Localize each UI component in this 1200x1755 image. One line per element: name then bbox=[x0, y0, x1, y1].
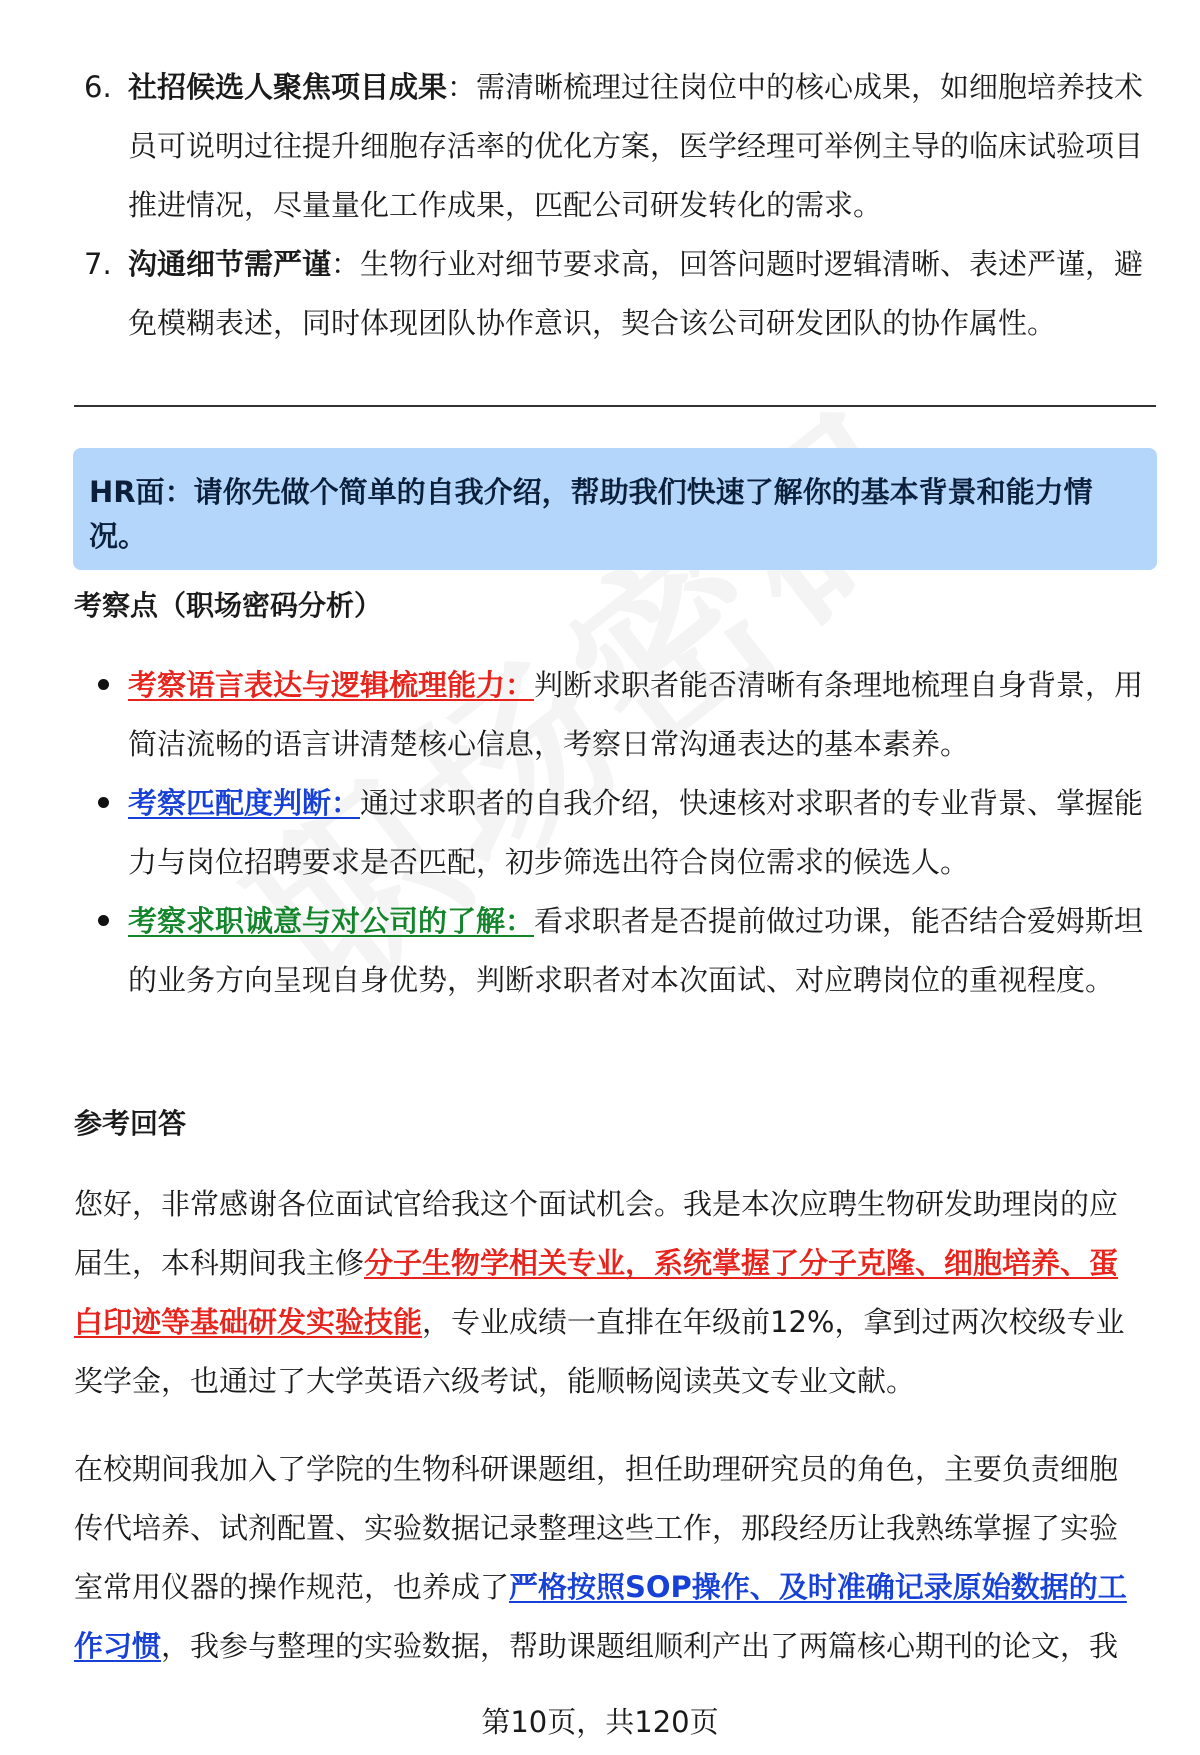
paragraph-text: 在校期间我加入了学院的生物科研课题组，担任助理研究员的角色，主要负责细胞传代培养、试剂配置、实验数据记录整理这些工作，那段经历让我熟练掌握了实验室常用仪器的操作规范，也养成了 bbox=[74, 1452, 1119, 1604]
list-item bbox=[74, 774, 1144, 892]
item-title: 社招候选人聚焦项目成果 bbox=[128, 70, 448, 104]
numbered-list bbox=[74, 58, 1144, 353]
answer-paragraph bbox=[74, 1440, 1146, 1676]
highlighted-text: 分子生物学相关专业，系统掌握了分子克隆、细胞培养、蛋白印迹等基础研发实验技能 bbox=[74, 1246, 1119, 1339]
bullet-dot bbox=[98, 679, 109, 690]
question-text: HR面：请你先做个简单的自我介绍，帮助我们快速了解你的基本背景和能力情况。 bbox=[89, 475, 1093, 553]
bullet-keyword: 考察语言表达与逻辑梳理能力： bbox=[128, 668, 535, 702]
analysis-heading: 考察点（职场密码分析） bbox=[74, 589, 383, 622]
list-item bbox=[74, 892, 1144, 1010]
item-text: ：需清晰梳理过往岗位中的核心成果，如细胞培养技术员可说明过往提升细胞存活率的优化方案，医学经理可举例主导的临床试验项目推进情况，尽量量化工作成果，匹配公司研发转化的需求。 bbox=[128, 70, 1144, 222]
bullet-dot bbox=[98, 915, 109, 926]
list-number: 7. bbox=[84, 247, 112, 281]
paragraph-text: ，专业成绩一直排在年级前12%，拿到过两次校级专业奖学金，也通过了大学英语六级考试，能顺畅阅读英文专业文献。 bbox=[74, 1305, 1125, 1398]
bullet-dot bbox=[98, 797, 109, 808]
item-title: 沟通细节需严谨 bbox=[128, 247, 332, 281]
highlighted-text: 严格按照SOP操作、及时准确记录原始数据的工作习惯 bbox=[74, 1570, 1127, 1663]
list-item bbox=[74, 58, 1144, 235]
question-callout bbox=[73, 448, 1157, 570]
page-footer: 第10页，共120页 bbox=[481, 1705, 719, 1739]
bullet-list bbox=[74, 656, 1144, 1010]
list-number: 6. bbox=[84, 70, 112, 104]
bullet-text: 看求职者是否提前做过功课，能否结合爱姆斯坦的业务方向呈现自身优势，判断求职者对本次面试、对应聘岗位的重视程度。 bbox=[128, 904, 1144, 997]
bullet-keyword: 考察求职诚意与对公司的了解： bbox=[128, 904, 535, 938]
answer-paragraph bbox=[74, 1175, 1146, 1411]
horizontal-divider bbox=[74, 405, 1156, 407]
list-item bbox=[74, 656, 1144, 774]
item-text: ：生物行业对细节要求高，回答问题时逻辑清晰、表述严谨，避免模糊表述，同时体现团队协作意识，契合该公司研发团队的协作属性。 bbox=[128, 247, 1144, 340]
paragraph-text: ，我参与整理的实验数据，帮助课题组顺利产出了两篇核心期刊的论文，我 bbox=[161, 1629, 1119, 1663]
answer-heading: 参考回答 bbox=[74, 1107, 187, 1140]
bullet-keyword: 考察匹配度判断： bbox=[128, 786, 361, 820]
list-item bbox=[74, 235, 1144, 353]
bullet-text: 判断求职者能否清晰有条理地梳理自身背景，用简洁流畅的语言讲清楚核心信息，考察日常沟通表达的基本素养。 bbox=[128, 668, 1144, 761]
paragraph-text: 您好，非常感谢各位面试官给我这个面试机会。我是本次应聘生物研发助理岗的应届生，本科期间我主修 bbox=[74, 1187, 1119, 1280]
bullet-text: 通过求职者的自我介绍，快速核对求职者的专业背景、掌握能力与岗位招聘要求是否匹配，初步筛选出符合岗位需求的候选人。 bbox=[128, 786, 1144, 879]
